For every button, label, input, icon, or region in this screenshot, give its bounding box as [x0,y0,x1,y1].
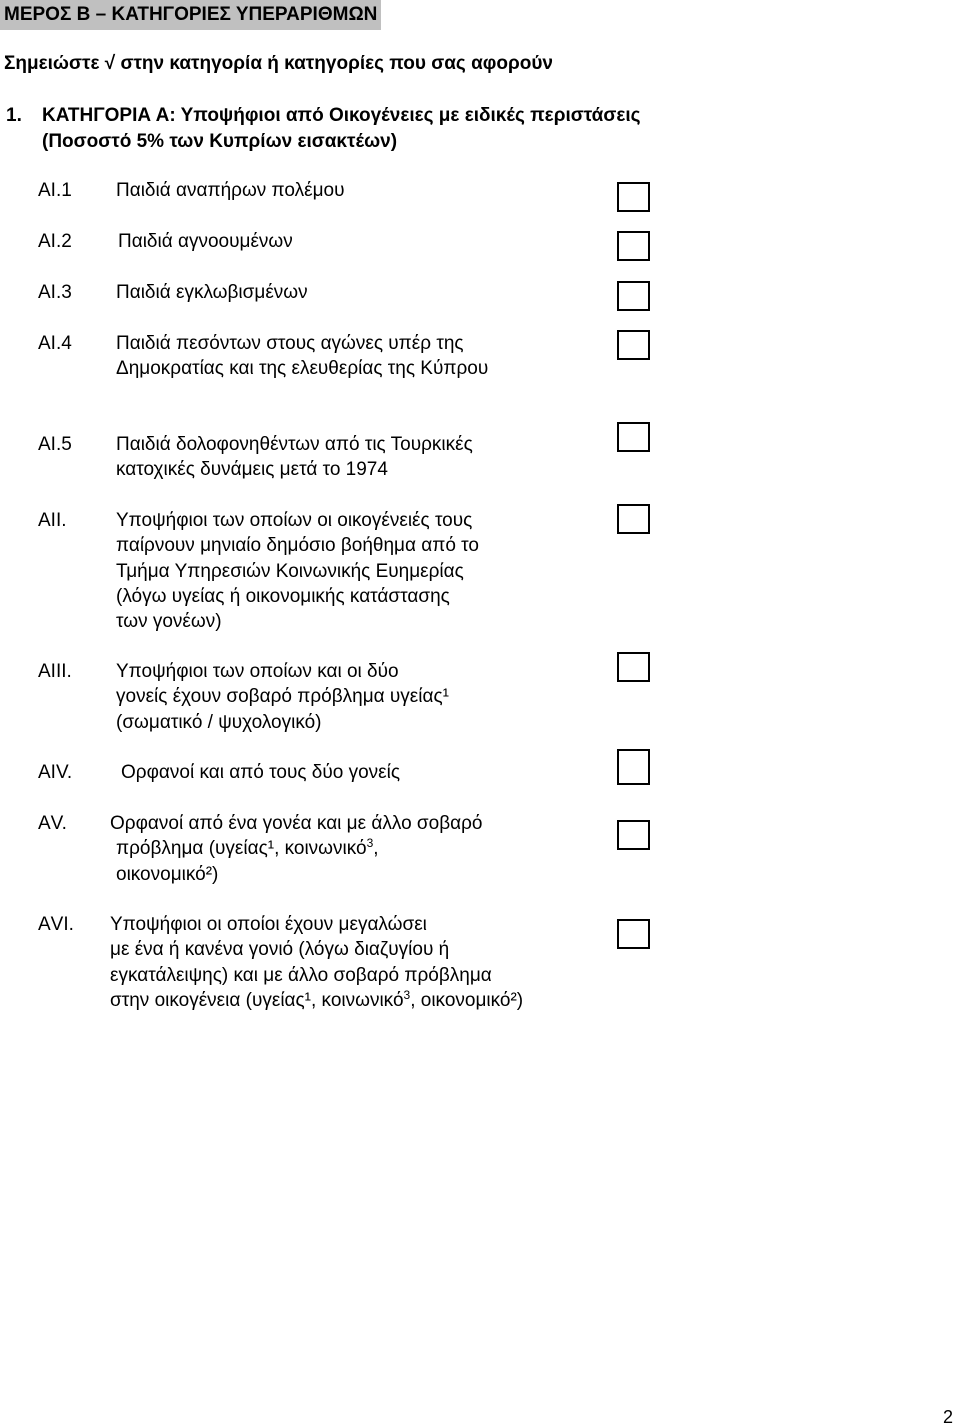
item-code-ai2: ΑΙ.2 [38,231,72,252]
checkbox-ai2[interactable] [617,231,650,261]
item-label-aiv [121,760,400,785]
item-label-line: με ένα ή κανένα γονιό (λόγω διαζυγίου ή [110,939,450,961]
item-label-ai1 [116,178,344,203]
item-label-line: Υποψήφιοι των οποίων οι οικογένειές τους [116,510,473,531]
item-label-line: εγκατάλειψης) και με άλλο σοβαρό πρόβλημα [110,964,492,986]
checkbox-aiii[interactable] [617,652,650,682]
checkbox-ai1[interactable] [617,182,650,212]
category-title [42,103,641,155]
item-label-line: παίρνουν μηνιαίο δημόσιο βοήθημα από το [116,535,479,557]
checkbox-ai3[interactable] [617,281,650,311]
checkbox-aii[interactable] [617,504,650,534]
item-label-line: Τμήμα Υπηρεσιών Κοινωνικής Ευημερίας [116,560,464,582]
item-code-aiii: ΑΙΙΙ. [38,661,72,682]
item-label-line: κατοχικές δυνάμεις μετά το 1974 [116,459,388,481]
page-number: 2 [943,1407,954,1427]
item-label-line: (λόγω υγείας ή οικονομικής κατάστασης [116,585,450,607]
item-label-text: , οικονομικό²) [410,989,524,1011]
category-title-line-1: ΚΑΤΗΓΟΡΙΑ Α: Υποψήφιοι από Οικογένειες με ειδικές περιστάσεις [42,105,641,126]
item-label-line: Παιδιά δολοφονηθέντων από τις Τουρκικές [116,434,473,455]
item-label-line: (σωματικό / ψυχολογικό) [116,711,322,733]
item-label-line: γονείς έχουν σοβαρό πρόβλημα υγείας¹ [116,686,449,708]
item-label-ai3 [116,280,308,305]
item-label-text: , [373,838,379,860]
footnote-marker: 3 [403,987,411,1002]
item-code-av: ΑV. [38,813,67,834]
item-label-avi [110,912,523,1013]
item-label-ai4 [116,331,488,382]
item-code-ai1: ΑΙ.1 [38,180,72,201]
checkbox-av[interactable] [617,820,650,850]
item-label-text: στην οικογένεια (υγείας¹, κοινωνικό [110,989,404,1011]
item-label-ai2 [118,229,293,254]
item-code-ai3: ΑΙ.3 [38,282,72,303]
checkbox-ai4[interactable] [617,330,650,360]
item-label-aiii [116,659,449,735]
item-label-line: των γονέων) [116,611,222,633]
item-label-line: Δημοκρατίας και της ελευθερίας της Κύπρου [116,358,489,380]
item-label-line: Παιδιά εγκλωβισμένων [116,282,308,303]
item-label-line [110,988,523,1013]
item-label-text: πρόβλημα (υγείας¹, κοινωνικό [116,838,367,860]
checkbox-ai5[interactable] [617,422,650,452]
item-label-av [110,811,483,887]
item-code-aii: ΑΙΙ. [38,510,67,531]
category-title-line-2: (Ποσοστό 5% των Κυπρίων εισακτέων) [42,131,398,152]
item-label-ai5 [116,432,473,483]
instruction-text: Σημειώστε √ στην κατηγορία ή κατηγορίες που σας αφορούν [4,53,553,74]
item-label-line [110,836,483,861]
item-code-avi: ΑVΙ. [38,914,74,935]
item-label-line: Παιδιά αναπήρων πολέμου [116,180,345,201]
checkbox-aiv[interactable] [617,749,650,785]
item-label-line: Υποψήφιοι των οποίων και οι δύο [116,661,399,682]
section-header: ΜΕΡΟΣ Β – ΚΑΤΗΓΟΡΙΕΣ ΥΠΕΡΑΡΙΘΜΩΝ [0,0,381,30]
item-label-line: Παιδιά αγνοουμένων [118,231,293,252]
item-code-ai5: ΑΙ.5 [38,434,72,455]
item-label-line: Παιδιά πεσόντων στους αγώνες υπέρ της [116,333,464,354]
item-label-line: Ορφανοί και από τους δύο γονείς [121,762,401,783]
checkbox-avi[interactable] [617,919,650,949]
item-code-ai4: ΑΙ.4 [38,333,72,354]
item-label-line: οικονομικό²) [116,863,219,885]
item-label-line: Υποψήφιοι οι οποίοι έχουν μεγαλώσει [110,914,427,935]
category-number: 1. [6,105,22,126]
item-label-line: Ορφανοί από ένα γονέα και με άλλο σοβαρό [110,813,483,834]
item-label-aii [116,508,479,634]
footnote-marker: 3 [366,836,374,851]
item-code-aiv: ΑΙV. [38,762,73,783]
